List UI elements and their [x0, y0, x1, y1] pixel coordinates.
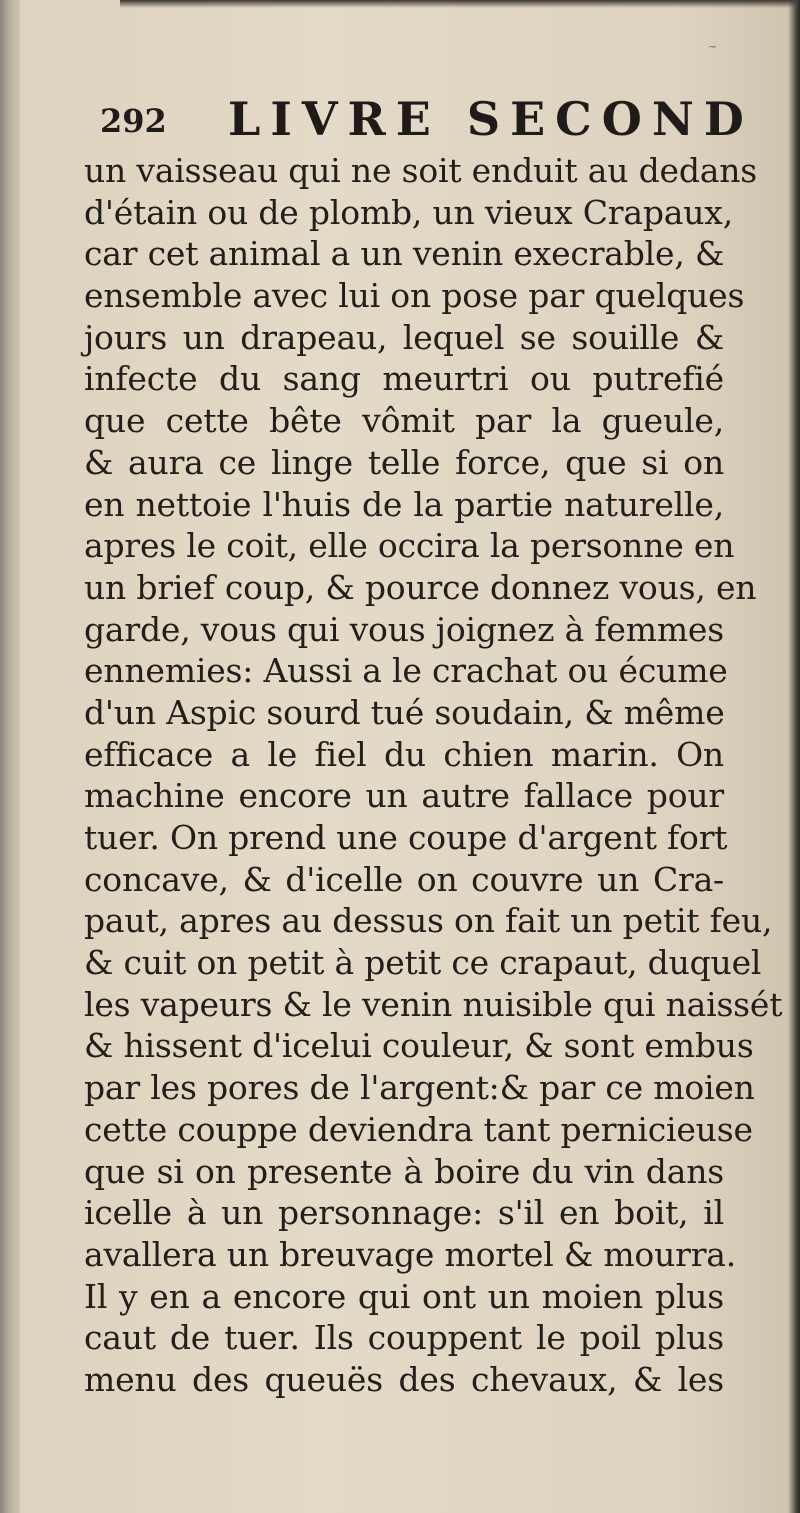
- text-line: & hissent d'icelui couleur, & sont embus: [84, 1026, 754, 1066]
- text-line: d'un Aspic sourd tué soudain, & même: [84, 692, 725, 732]
- text-line: en nettoie l'huis de la partie naturelle,: [84, 484, 724, 524]
- text-line: & cuit on petit à petit ce crapaut, duquel: [84, 943, 762, 983]
- text-line: icelle à un personnage: s'il en boit, il: [84, 1193, 724, 1233]
- text-line: infecte du sang meurtri ou putrefié: [84, 359, 724, 399]
- text-line: & aura ce linge telle force, que si on: [84, 442, 724, 482]
- page-top-shadow: [120, 0, 800, 8]
- text-line: les vapeurs & le venin nuisible qui naissét: [84, 984, 783, 1024]
- text-line: caut de tuer. Ils couppent le poil plus: [84, 1318, 724, 1358]
- body-text: [84, 150, 783, 1401]
- text-line: apres le coit, elle occira la personne en: [84, 526, 735, 566]
- text-line: garde, vous qui vous joignez à femmes: [84, 609, 724, 649]
- text-line: Il y en a encore qui ont un moien plus: [84, 1276, 724, 1316]
- text-line: jours un drapeau, lequel se souille &: [84, 317, 724, 357]
- text-line: concave, & d'icelle on couvre un Cra-: [84, 859, 724, 899]
- page-gutter-shadow: [0, 0, 20, 1513]
- text-line: machine encore un autre fallace pour: [84, 776, 724, 816]
- page-header: [100, 92, 760, 148]
- text-line: car cet animal a un venin execrable, &: [84, 234, 725, 274]
- text-line: menu des queuës des chevaux, & les: [84, 1359, 724, 1399]
- text-line: avallera un breuvage mortel & mourra.: [84, 1234, 737, 1274]
- text-line: que cette bête vômit par la gueule,: [84, 401, 724, 441]
- running-head: LIVRE SECOND: [228, 92, 754, 146]
- page-edge-shadow: [788, 0, 800, 1513]
- text-line: ensemble avec lui on pose par quelques: [84, 276, 745, 316]
- text-line: paut, apres au dessus on fait un petit feu,: [84, 901, 773, 941]
- text-line: un vaisseau qui ne soit enduit au dedans: [84, 151, 758, 190]
- text-line: tuer. On prend une coupe d'argent fort: [84, 818, 728, 857]
- text-line: que si on presente à boire du vin dans: [84, 1151, 724, 1191]
- text-line: cette couppe deviendra tant pernicieuse: [84, 1109, 753, 1149]
- text-line: ennemies: Aussi a le crachat ou écume: [84, 651, 728, 691]
- text-line: un brief coup, & pource donnez vous, en: [84, 567, 757, 607]
- text-line: par les pores de l'argent:& par ce moien: [84, 1068, 755, 1108]
- text-line: efficace a le fiel du chien marin. On: [84, 734, 724, 774]
- text-line: d'étain ou de plomb, un vieux Crapaux,: [84, 192, 733, 232]
- margin-scribble: ~: [708, 40, 718, 53]
- page-number: 292: [100, 102, 167, 140]
